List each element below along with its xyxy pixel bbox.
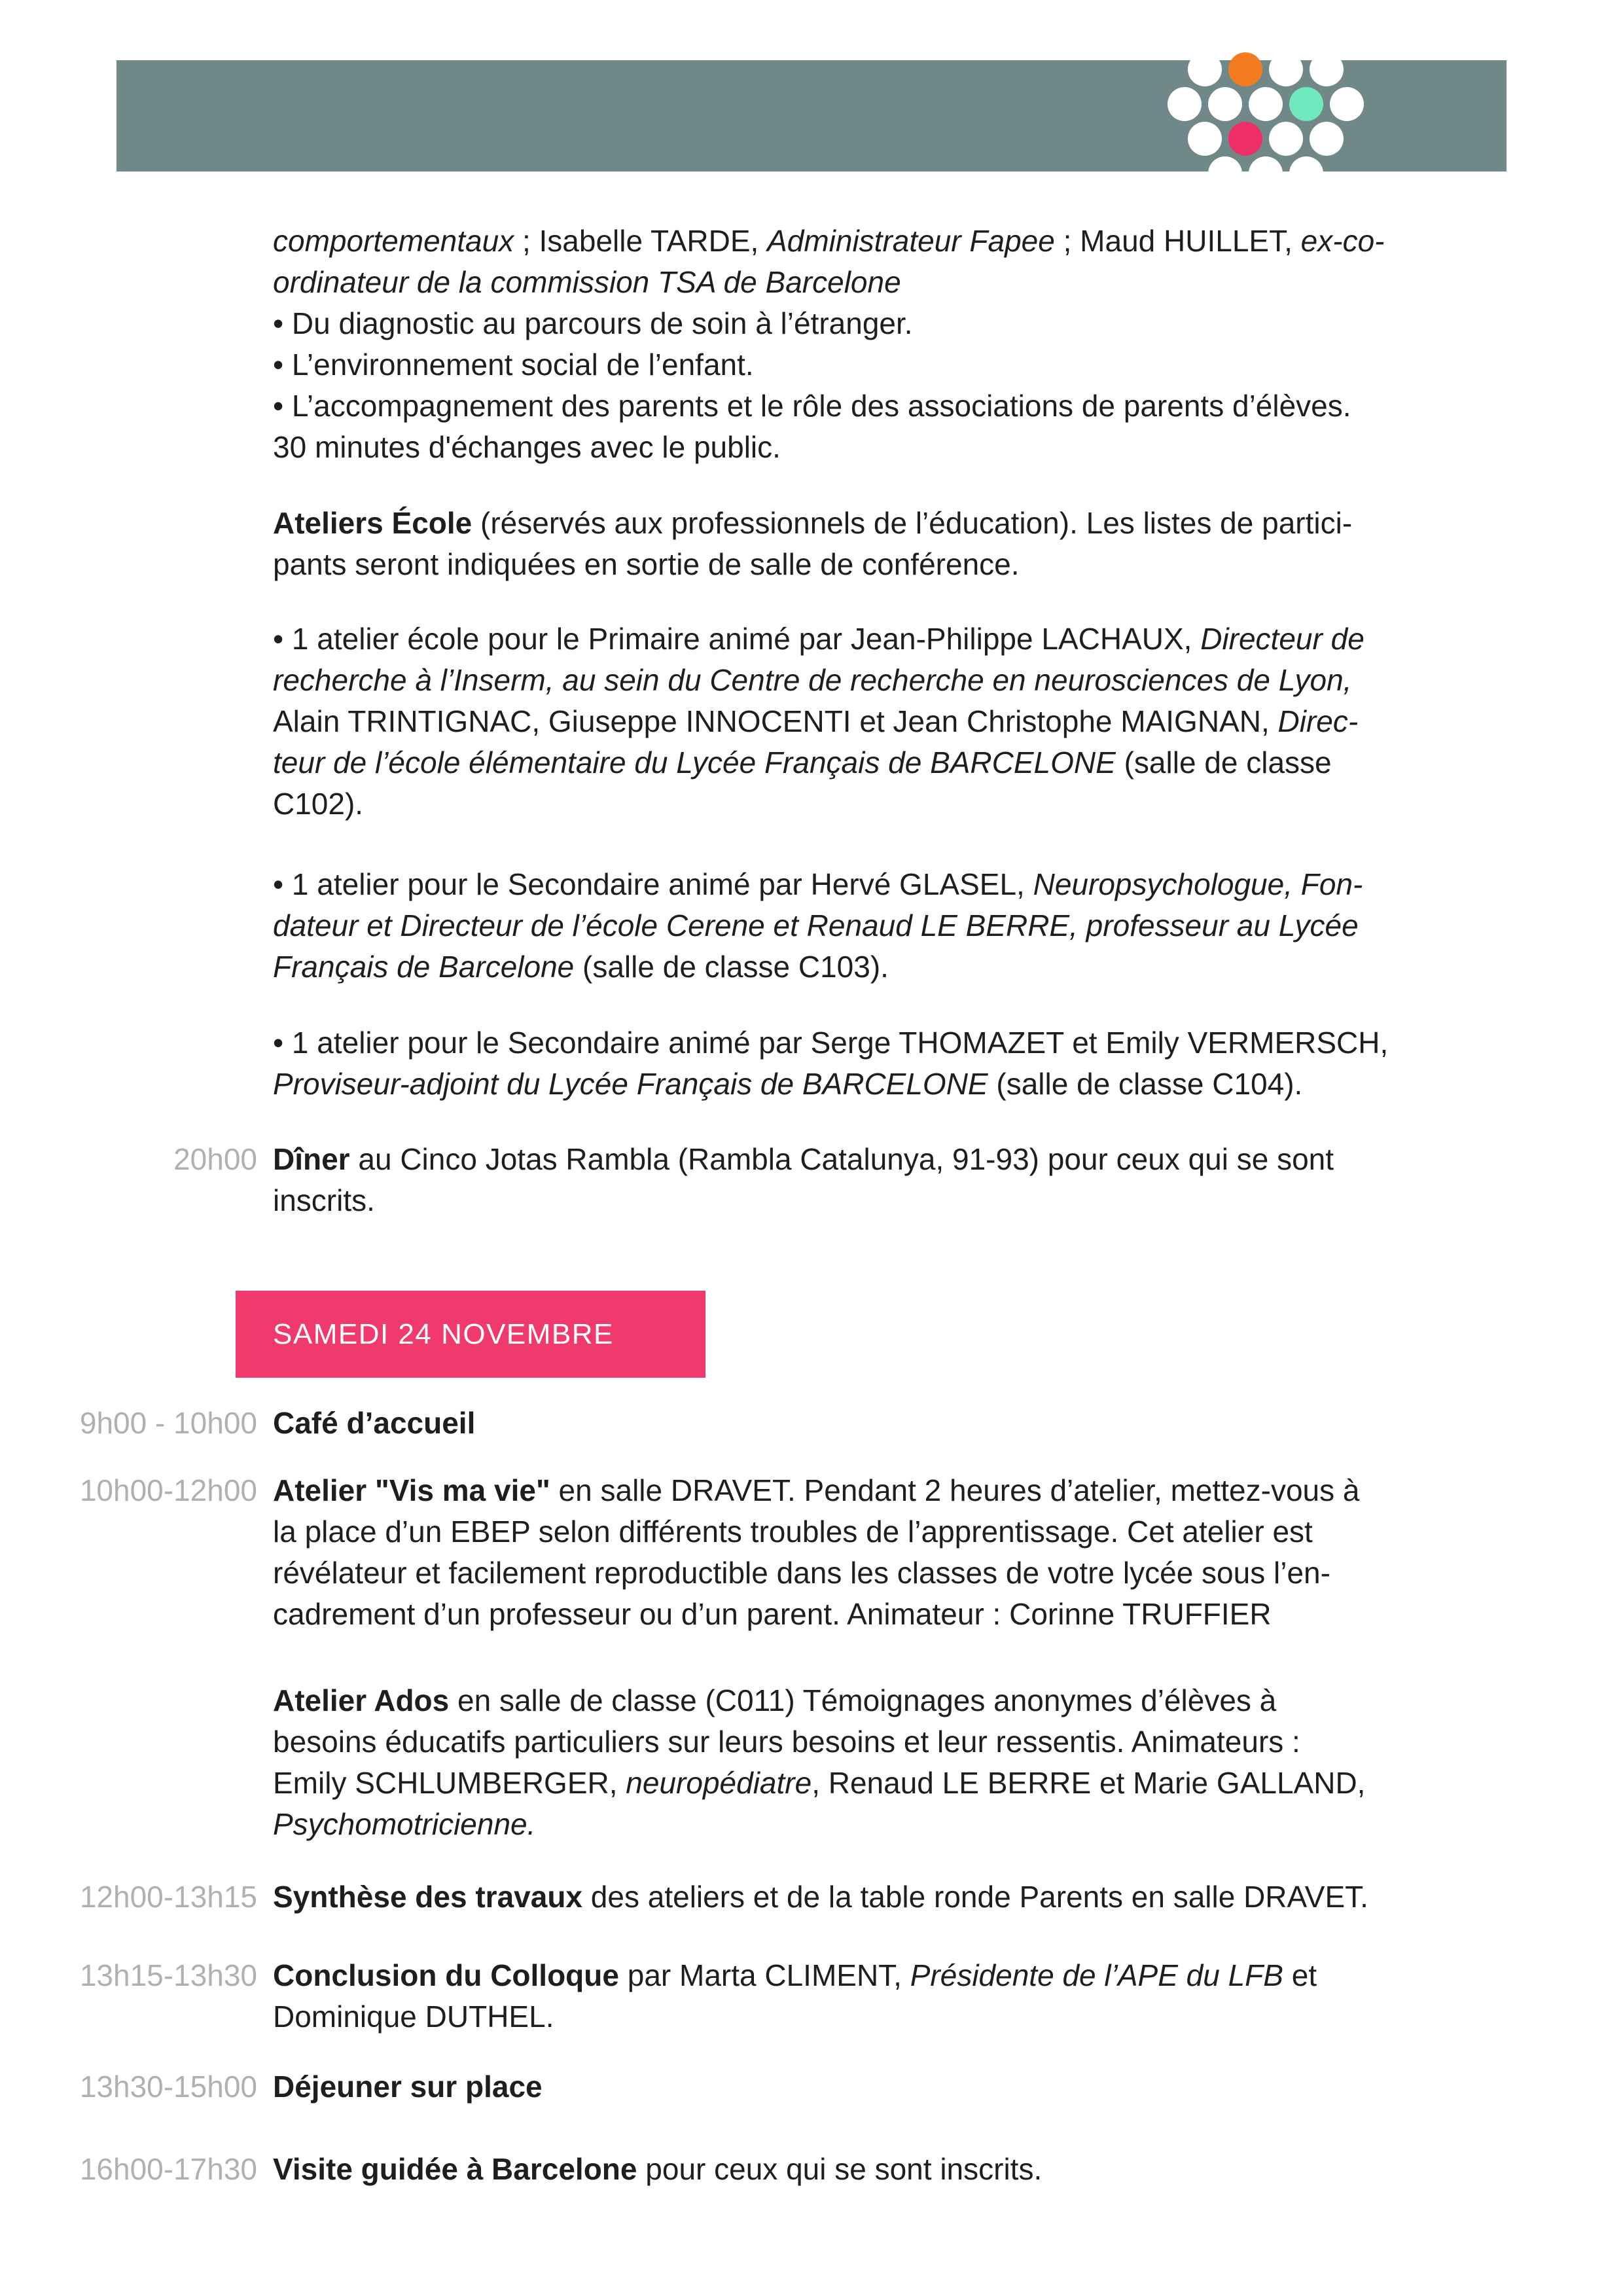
logo-dot-teal — [1289, 87, 1323, 121]
time-label: 12h00-13h15 — [79, 1880, 257, 1914]
text-line — [273, 619, 1531, 660]
day-banner-label: SAMEDI 24 NOVEMBRE — [273, 1318, 614, 1350]
day-banner — [236, 1291, 705, 1378]
row-text — [273, 2066, 1531, 2108]
time-label: 9h00 - 10h00 — [79, 1406, 257, 1440]
text-segment: cadrement d’un professeur ou d’un parent. Animateur : Corinne TRUFFIER — [273, 1597, 1272, 1631]
text-segment: Atelier Ados — [273, 1683, 450, 1717]
text-segment: • 1 atelier pour le Secondaire animé par Serge THOMAZET et Emily VERMERSCH, — [273, 1026, 1389, 1060]
time-label: 10h00-12h00 — [79, 1473, 257, 1507]
text-segment: • L’accompagnement des parents et le rôle des associations de parents d’élèves. — [273, 389, 1351, 423]
text-segment: recherche à l’Inserm, au sein du Centre de recherche en neurosciences de Lyon, — [273, 663, 1352, 697]
text-segment: en salle de classe (C011) Témoignages anonymes d’élèves à — [449, 1683, 1277, 1717]
schedule-row-visite — [52, 2149, 1531, 2190]
text-line — [273, 221, 1531, 262]
logo-dot-white — [1249, 87, 1283, 121]
text-segment: Français de Barcelone — [273, 950, 575, 984]
paragraph-atelier-secondaire-1 — [52, 864, 1531, 988]
text-line — [273, 427, 1531, 468]
text-line — [273, 1804, 1531, 1845]
text-segment: Conclusion du Colloque — [273, 1958, 619, 1992]
schedule-row-diner — [52, 1139, 1531, 1221]
text-line — [273, 1470, 1531, 1511]
paragraph-text — [273, 221, 1531, 468]
logo-dot-white — [1208, 87, 1242, 121]
logo-dot-white — [1269, 122, 1303, 156]
text-segment: Présidente de l’APE du LFB — [910, 1958, 1283, 1992]
paragraph-intro — [52, 221, 1531, 468]
text-segment: Visite guidée à Barcelone — [273, 2152, 637, 2186]
text-segment: des ateliers et de la table ronde Parents en salle DRAVET. — [582, 1880, 1368, 1914]
logo-dot-white — [1269, 52, 1303, 86]
text-segment: Dîner — [273, 1142, 350, 1176]
text-segment: 30 minutes d'échanges avec le public. — [273, 430, 781, 464]
text-segment: teur de l’école élémentaire du Lycée Français de BARCELONE — [273, 745, 1116, 780]
text-segment: en salle DRAVET. Pendant 2 heures d’atelier, mettez-vous à — [550, 1473, 1360, 1507]
text-segment: • L’environnement social de l’enfant. — [273, 348, 754, 382]
text-line — [273, 344, 1531, 386]
text-segment: (salle de classe C103). — [574, 950, 889, 984]
text-line — [273, 1996, 1531, 2037]
text-segment: par Marta CLIMENT, — [618, 1958, 910, 1992]
text-segment: ex-co- — [1300, 224, 1385, 258]
time-label: 20h00 — [173, 1142, 257, 1176]
schedule-row-vis-ma-vie — [52, 1470, 1531, 1635]
text-segment: • 1 atelier école pour le Primaire animé par Jean-Philippe LACHAUX, — [273, 622, 1201, 656]
text-segment: ; Maud HUILLET, — [1054, 224, 1301, 258]
text-line — [273, 783, 1531, 825]
text-segment: ; Isabelle TARDE, — [514, 224, 768, 258]
text-segment: Café d’accueil — [273, 1406, 476, 1440]
text-line — [273, 1139, 1531, 1180]
text-segment: ordinateur de la commission TSA de Barcelone — [273, 265, 901, 299]
paragraph-atelier-primaire — [52, 619, 1531, 825]
paragraph-atelier-ados — [52, 1680, 1531, 1845]
text-segment: inscrits. — [273, 1183, 375, 1217]
schedule-row-dejeuner — [52, 2066, 1531, 2108]
row-text — [273, 1955, 1531, 2037]
text-segment: Proviseur-adjoint du Lycée Français de BARCELONE — [273, 1067, 988, 1101]
paragraph-text — [273, 1680, 1531, 1845]
text-segment: Direc- — [1277, 704, 1359, 738]
paragraph-text — [273, 864, 1531, 988]
text-line — [273, 386, 1531, 427]
text-line — [273, 1180, 1531, 1221]
logo-dot-white — [1249, 156, 1283, 190]
logo-dot-white — [1188, 122, 1222, 156]
logo-dot-white — [1168, 87, 1202, 121]
text-line — [273, 1955, 1531, 1996]
text-line — [273, 701, 1531, 742]
text-segment: pants seront indiquées en sortie de salle de conférence. — [273, 547, 1020, 581]
text-line — [273, 503, 1531, 544]
logo-dot-white — [1330, 87, 1364, 121]
text-segment: neuropédiatre — [626, 1766, 812, 1800]
text-segment: Dominique DUTHEL. — [273, 2000, 554, 2034]
text-segment: C102). — [273, 787, 364, 821]
text-segment: • Du diagnostic au parcours de soin à l’étranger. — [273, 306, 913, 340]
logo-dot-pink — [1228, 122, 1262, 156]
paragraph-ateliers-ecole — [52, 503, 1531, 585]
text-segment: Ateliers École — [273, 506, 473, 540]
text-line — [273, 660, 1531, 701]
text-line — [273, 1403, 1531, 1444]
text-line — [273, 544, 1531, 585]
text-segment: Directeur de — [1200, 622, 1364, 656]
text-segment: • 1 atelier pour le Secondaire animé par Hervé GLASEL, — [273, 867, 1033, 901]
text-line — [273, 2149, 1531, 2190]
paragraph-text — [273, 503, 1531, 585]
text-line — [273, 1064, 1531, 1105]
logo-dot-white — [1208, 156, 1242, 190]
text-segment: Déjeuner sur place — [273, 2070, 543, 2104]
text-segment: au Cinco Jotas Rambla (Rambla Catalunya, 91-93) pour ceux qui se sont — [349, 1142, 1334, 1176]
program-content — [52, 221, 1531, 2190]
text-line — [273, 1680, 1531, 1721]
text-segment: Administrateur Fapee — [767, 224, 1055, 258]
text-segment: (salle de classe — [1115, 745, 1332, 780]
text-segment: dateur et Directeur de l’école Cerene et Renaud LE BERRE, professeur au Lycée — [273, 908, 1359, 942]
text-segment: (salle de classe C104). — [988, 1067, 1303, 1101]
paragraph-text — [273, 619, 1531, 825]
logo-dot-white — [1310, 52, 1344, 86]
text-line — [273, 946, 1531, 988]
text-segment: la place d’un EBEP selon différents troubles de l’apprentissage. Cet atelier est — [273, 1515, 1313, 1549]
text-line — [273, 303, 1531, 344]
text-segment: Atelier "Vis ma vie" — [273, 1473, 550, 1507]
row-text — [273, 1470, 1531, 1635]
row-text — [273, 2149, 1531, 2190]
row-text — [273, 1139, 1531, 1221]
text-line — [273, 1763, 1531, 1804]
text-segment: (réservés aux professionnels de l’éducation). Les listes de partici- — [472, 506, 1353, 540]
schedule-row-cafe — [52, 1403, 1531, 1444]
logo-dot-orange — [1228, 52, 1262, 86]
text-segment: pour ceux qui se sont inscrits. — [637, 2152, 1043, 2186]
text-segment: Psychomotricienne. — [273, 1807, 536, 1841]
text-line — [273, 864, 1531, 905]
text-line — [273, 2066, 1531, 2108]
text-line — [273, 1721, 1531, 1763]
logo-dot-white — [1289, 156, 1323, 190]
row-text — [273, 1403, 1531, 1444]
text-segment: et — [1283, 1958, 1317, 1992]
text-segment: , Renaud LE BERRE et Marie GALLAND, — [812, 1766, 1366, 1800]
text-line — [273, 1022, 1531, 1064]
text-line — [273, 1552, 1531, 1594]
text-segment: besoins éducatifs particuliers sur leurs besoins et leur ressentis. Animateurs : — [273, 1725, 1300, 1759]
text-segment: Neuropsychologue, Fon- — [1033, 867, 1363, 901]
time-label: 13h15-13h30 — [79, 1958, 257, 1992]
paragraph-atelier-secondaire-2 — [52, 1022, 1531, 1105]
logo-dot-white — [1188, 52, 1222, 86]
text-segment: Alain TRINTIGNAC, Giuseppe INNOCENTI et Jean Christophe MAIGNAN, — [273, 704, 1278, 738]
text-line — [273, 1594, 1531, 1635]
text-segment: comportementaux — [273, 224, 514, 258]
time-label: 13h30-15h00 — [79, 2070, 257, 2104]
text-line — [273, 262, 1531, 303]
row-text — [273, 1876, 1531, 1918]
text-line — [273, 742, 1531, 783]
paragraph-text — [273, 1022, 1531, 1105]
text-segment: Synthèse des travaux — [273, 1880, 583, 1914]
text-segment: révélateur et facilement reproductible dans les classes de votre lycée sous l’en- — [273, 1556, 1330, 1590]
schedule-row-synthese — [52, 1876, 1531, 1918]
time-label: 16h00-17h30 — [79, 2152, 257, 2186]
text-line — [273, 905, 1531, 946]
text-line — [273, 1876, 1531, 1918]
schedule-row-conclusion — [52, 1955, 1531, 2037]
text-line — [273, 1511, 1531, 1552]
logo-dot-white — [1310, 122, 1344, 156]
text-segment: Emily SCHLUMBERGER, — [273, 1766, 626, 1800]
